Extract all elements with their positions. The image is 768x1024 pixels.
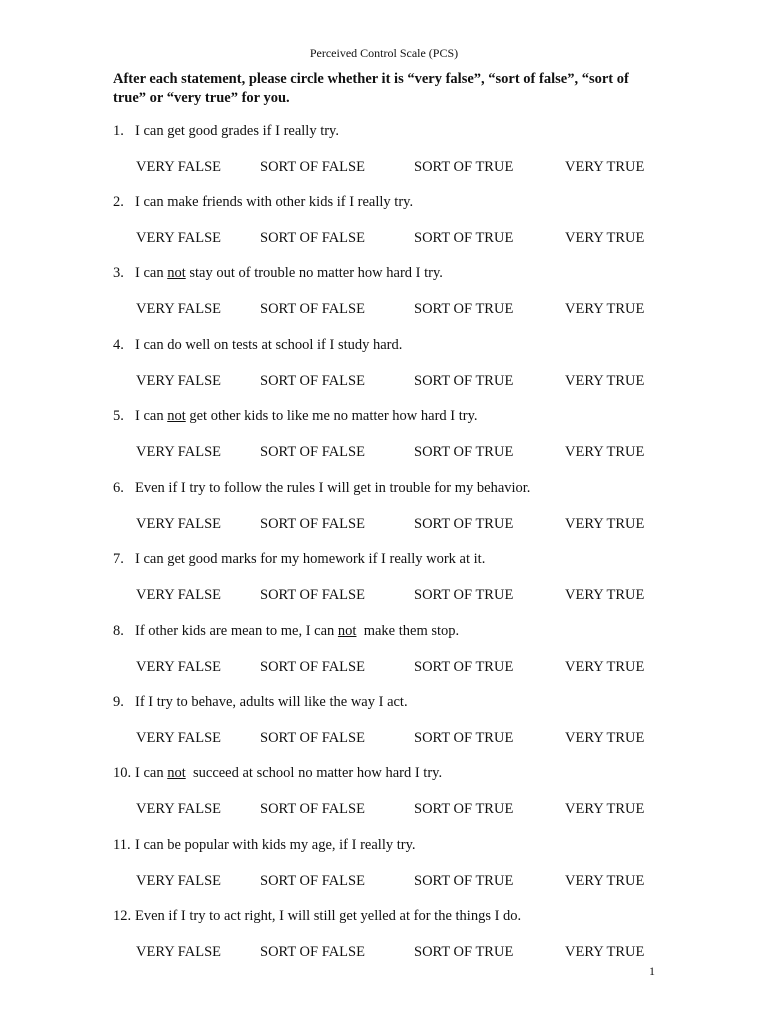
q5-option-sort-of-true[interactable]: SORT OF TRUE [414,444,514,460]
q10-option-sort-of-true[interactable]: SORT OF TRUE [414,801,514,817]
q7-option-sort-of-true[interactable]: SORT OF TRUE [414,587,514,603]
q1-option-very-true[interactable]: VERY TRUE [565,159,645,175]
question-text: I can [135,265,168,281]
question-text-after: stay out of trouble no matter how hard I try. [185,265,443,281]
q2-option-sort-of-false[interactable]: SORT OF FALSE [260,230,365,246]
q5-option-very-false[interactable]: VERY FALSE [136,444,221,460]
question-12 [113,907,521,925]
q8-option-very-true[interactable]: VERY TRUE [565,659,645,675]
question-8 [113,622,459,640]
question-number: 10. [113,765,132,781]
question-3 [113,264,443,282]
question-9 [113,693,408,711]
question-emphasis: not [167,408,186,424]
question-number: 5. [113,408,124,424]
question-10 [113,764,442,782]
question-text: If I try to behave, adults will like the way I act. [135,694,408,710]
q7-option-very-false[interactable]: VERY FALSE [136,587,221,603]
q1-option-very-false[interactable]: VERY FALSE [136,159,221,175]
q4-option-sort-of-false[interactable]: SORT OF FALSE [260,373,365,389]
q3-option-very-false[interactable]: VERY FALSE [136,301,221,317]
question-11 [113,836,416,854]
q1-option-sort-of-true[interactable]: SORT OF TRUE [414,159,514,175]
q4-option-sort-of-true[interactable]: SORT OF TRUE [414,373,514,389]
q10-option-very-false[interactable]: VERY FALSE [136,801,221,817]
question-text-after: get other kids to like me no matter how hard I try. [185,408,478,424]
q3-option-very-true[interactable]: VERY TRUE [565,301,645,317]
question-5 [113,407,478,425]
question-7 [113,550,485,568]
q11-option-sort-of-false[interactable]: SORT OF FALSE [260,873,365,889]
page-number: 1 [649,964,655,978]
q12-option-sort-of-false[interactable]: SORT OF FALSE [260,944,365,960]
q12-option-very-true[interactable]: VERY TRUE [565,944,645,960]
question-number: 1. [113,123,124,139]
q2-option-very-true[interactable]: VERY TRUE [565,230,645,246]
q3-option-sort-of-true[interactable]: SORT OF TRUE [414,301,514,317]
q10-option-sort-of-false[interactable]: SORT OF FALSE [260,801,365,817]
question-number: 8. [113,623,124,639]
question-text: I can [135,408,168,424]
q6-option-sort-of-true[interactable]: SORT OF TRUE [414,516,514,532]
question-text-after: succeed at school no matter how hard I try. [185,765,443,781]
question-text: I can make friends with other kids if I really try. [135,194,414,210]
question-text-after: make them stop. [356,623,460,639]
q5-option-sort-of-false[interactable]: SORT OF FALSE [260,444,365,460]
question-number: 12. [113,908,132,924]
question-number: 2. [113,194,124,210]
question-number: 4. [113,337,124,353]
q9-option-very-true[interactable]: VERY TRUE [565,730,645,746]
q9-option-sort-of-true[interactable]: SORT OF TRUE [414,730,514,746]
question-emphasis: not [337,623,357,639]
question-1 [113,122,339,140]
q8-option-very-false[interactable]: VERY FALSE [136,659,221,675]
q4-option-very-true[interactable]: VERY TRUE [565,373,645,389]
question-text: I can do well on tests at school if I study hard. [135,337,403,353]
q5-option-very-true[interactable]: VERY TRUE [565,444,645,460]
q10-option-very-true[interactable]: VERY TRUE [565,801,645,817]
question-4 [113,336,402,354]
question-number: 11. [113,837,131,853]
q3-option-sort-of-false[interactable]: SORT OF FALSE [260,301,365,317]
q12-option-sort-of-true[interactable]: SORT OF TRUE [414,944,514,960]
question-text: I can [135,765,168,781]
question-text: I can get good grades if I really try. [135,123,339,139]
question-text: Even if I try to act right, I will still get yelled at for the things I do. [135,908,522,924]
q11-option-very-false[interactable]: VERY FALSE [136,873,221,889]
instructions: After each statement, please circle whether it is “very false”, “sort of false”, “sort of true” or “very true” for you. [113,71,629,106]
question-emphasis: not [167,765,186,781]
q6-option-very-true[interactable]: VERY TRUE [565,516,645,532]
q6-option-sort-of-false[interactable]: SORT OF FALSE [260,516,365,532]
question-number: 3. [113,265,124,281]
q6-option-very-false[interactable]: VERY FALSE [136,516,221,532]
question-6 [113,479,530,497]
question-number: 9. [113,694,124,710]
q1-option-sort-of-false[interactable]: SORT OF FALSE [260,159,365,175]
question-text: If other kids are mean to me, I can [135,623,338,639]
q9-option-sort-of-false[interactable]: SORT OF FALSE [260,730,365,746]
question-2 [113,193,413,211]
q4-option-very-false[interactable]: VERY FALSE [136,373,221,389]
q2-option-very-false[interactable]: VERY FALSE [136,230,221,246]
question-emphasis: not [167,265,186,281]
question-text: Even if I try to follow the rules I will get in trouble for my behavior. [135,480,531,496]
q11-option-sort-of-true[interactable]: SORT OF TRUE [414,873,514,889]
q9-option-very-false[interactable]: VERY FALSE [136,730,221,746]
question-number: 6. [113,480,124,496]
document-title: Perceived Control Scale (PCS) [309,46,459,60]
q8-option-sort-of-false[interactable]: SORT OF FALSE [260,659,365,675]
question-text: I can get good marks for my homework if I really work at it. [135,551,486,567]
question-number: 7. [113,551,124,567]
q12-option-very-false[interactable]: VERY FALSE [136,944,221,960]
q7-option-sort-of-false[interactable]: SORT OF FALSE [260,587,365,603]
q11-option-very-true[interactable]: VERY TRUE [565,873,645,889]
q7-option-very-true[interactable]: VERY TRUE [565,587,645,603]
q8-option-sort-of-true[interactable]: SORT OF TRUE [414,659,514,675]
q2-option-sort-of-true[interactable]: SORT OF TRUE [414,230,514,246]
question-text: I can be popular with kids my age, if I really try. [135,837,416,853]
